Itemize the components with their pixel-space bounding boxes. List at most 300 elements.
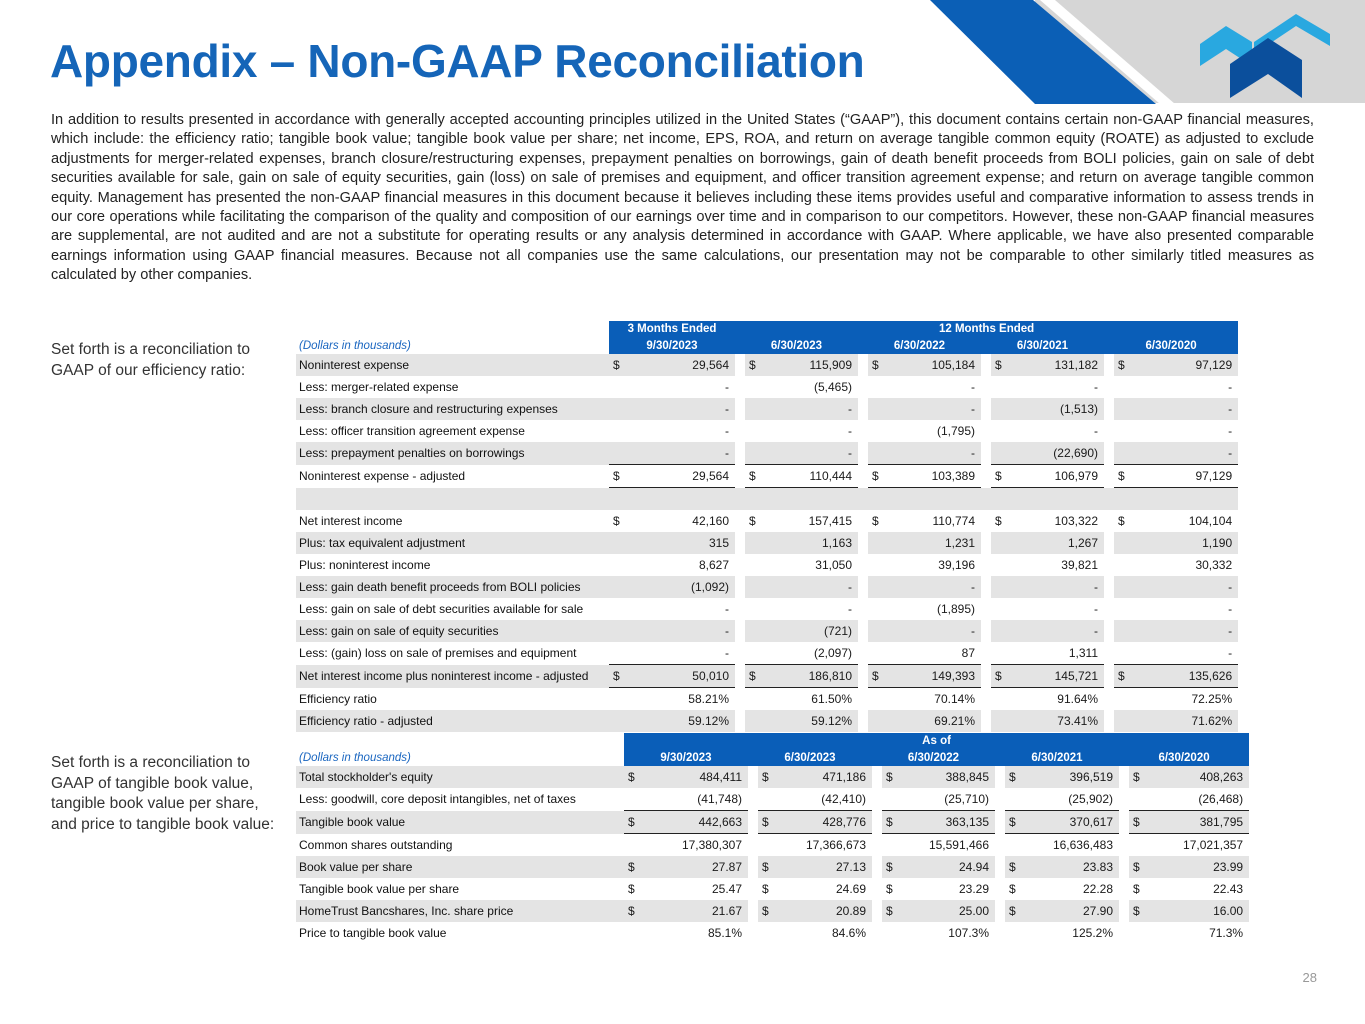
dollar-sign: $: [745, 465, 761, 488]
table-row: [296, 642, 1238, 665]
period-header: 6/30/2023: [748, 749, 872, 766]
dollar-sign: [991, 376, 1007, 398]
value-cell: 110,444: [761, 465, 858, 488]
value-cell: (26,468): [1145, 788, 1249, 811]
dollar-sign: [1114, 710, 1130, 732]
column-gap: [1104, 420, 1114, 442]
value-cell: -: [884, 398, 981, 420]
column-gap: [995, 922, 1005, 944]
dollar-sign: [624, 788, 640, 811]
dollar-sign: [868, 598, 884, 620]
dollar-sign: [868, 554, 884, 576]
dollar-sign: [991, 642, 1007, 665]
table-row: [296, 766, 1249, 788]
column-gap: [995, 834, 1005, 857]
column-gap: [748, 878, 758, 900]
column-gap: [1119, 900, 1129, 922]
column-gap: [1104, 376, 1114, 398]
row-label: Less: prepayment penalties on borrowings: [296, 442, 609, 465]
value-cell: 471,186: [774, 766, 872, 788]
value-cell: 70.14%: [934, 692, 975, 706]
row-label: Less: officer transition agreement expense: [299, 424, 525, 438]
dollar-sign: $: [624, 766, 640, 788]
value-cell: 104,104: [1188, 514, 1233, 528]
column-gap: [1119, 878, 1129, 900]
row-label: Noninterest expense: [296, 354, 609, 376]
value-cell: (25,710): [898, 788, 995, 811]
dollar-sign: [868, 620, 884, 642]
group-header-3-months: 3 Months Ended: [609, 321, 735, 337]
dollar-sign: [868, 642, 884, 665]
column-gap: [858, 576, 868, 598]
value-cell: 1,267: [1007, 532, 1104, 554]
dollar-sign: [758, 922, 774, 944]
value-cell: -: [1007, 620, 1104, 642]
dollar-sign: [1005, 922, 1021, 944]
dollar-sign: [745, 576, 761, 598]
dollar-sign: [745, 376, 761, 398]
column-gap: [981, 420, 991, 442]
value-cell: 15,591,466: [928, 838, 989, 852]
row-label: Efficiency ratio: [299, 691, 377, 706]
dollar-sign: [1114, 420, 1130, 442]
column-gap: [1104, 354, 1114, 376]
dollar-sign: $: [995, 514, 1002, 528]
value-cell: -: [625, 442, 735, 465]
dollar-sign: [609, 642, 625, 665]
dollar-sign: $: [1005, 766, 1021, 788]
column-gap: [995, 856, 1005, 878]
dollar-sign: [1114, 554, 1130, 576]
dollar-sign: $: [1005, 900, 1021, 922]
dollar-sign: $: [745, 354, 761, 376]
table-row: [296, 856, 1249, 878]
dollar-sign: [991, 620, 1007, 642]
column-gap: [981, 376, 991, 398]
value-cell: 17,366,673: [805, 838, 866, 852]
column-gap: [748, 811, 758, 834]
page-number: 28: [1302, 970, 1317, 985]
column-gap: [981, 710, 991, 732]
value-cell: (1,895): [936, 602, 975, 616]
units-note: (Dollars in thousands): [299, 751, 411, 764]
dollar-sign: [609, 688, 625, 711]
value-cell: (25,902): [1021, 788, 1119, 811]
value-cell: 22.43: [1213, 882, 1244, 896]
group-header-as-of: As of: [624, 733, 1249, 749]
row-label: Tangible book value per share: [299, 882, 460, 896]
column-gap: [1104, 576, 1114, 598]
value-cell: 1,231: [884, 532, 981, 554]
column-gap: [1104, 532, 1114, 554]
value-cell: -: [1130, 398, 1238, 420]
column-gap: [872, 878, 882, 900]
dollar-sign: [882, 788, 898, 811]
dollar-sign: $: [624, 856, 640, 878]
column-gap: [1104, 688, 1114, 711]
dollar-sign: $: [758, 900, 774, 922]
dollar-sign: $: [868, 665, 884, 688]
dollar-sign: [991, 442, 1007, 465]
column-gap: [981, 665, 991, 688]
column-gap: [1119, 856, 1129, 878]
dollar-sign: [624, 834, 640, 857]
column-gap: [995, 878, 1005, 900]
intro-paragraph: In addition to results presented in accordance with generally accepted accounting principles utilized in the United States (“GAAP”), this document contains certain non-GAAP financial measures, which include: the efficiency ratio; tangible book value; tangible book value per share; net income, EPS, ROA, and return on average tangible common equity (ROATE) as adjusted to exclude adjustments for merger-related expenses, branch closure/restructuring expenses, prepayment penalties on borrowings, gain of death benefit proceeds from BOLI policies, gain on sale of debt securities available for sale, gain on sale of equity securities, gain (loss) on sale of premises and equipment, and officer transition agreement expense; and return on average tangible common equity. Management has presented the non-GAAP financial measures in this document because it believes including these items provides useful and comparative information to assess trends in our core operations while facilitating the comparison of the quality and composition of our earnings over time and in comparison to our competitors. However, these non-GAAP financial measures are supplemental, are not audited and are not a substitute for operating results or any analysis determined in accordance with GAAP. Where applicable, we have also presented comparable earnings information using GAAP financial measures. Because not all companies use the same calculations, our presentation may not be comparable to other similarly titled measures as calculated by other companies.: [51, 112, 1314, 284]
dollar-sign: [745, 710, 761, 732]
value-cell: 428,776: [774, 811, 872, 834]
column-gap: [735, 688, 745, 711]
value-cell: 149,393: [884, 665, 981, 688]
table-row: [296, 665, 1238, 688]
value-cell: 16,636,483: [1052, 838, 1113, 852]
period-header: 6/30/2021: [981, 337, 1104, 354]
dollar-sign: [609, 442, 625, 465]
dollar-sign: [609, 554, 625, 576]
value-cell: 103,389: [884, 465, 981, 488]
column-gap: [858, 598, 868, 620]
table-row: [296, 878, 1249, 900]
value-cell: 91.64%: [1057, 692, 1098, 706]
value-cell: -: [725, 424, 729, 438]
column-gap: [735, 465, 745, 488]
value-cell: 125.2%: [1072, 926, 1113, 940]
dollar-sign: $: [609, 465, 625, 488]
value-cell: 157,415: [808, 514, 852, 528]
value-cell: 69.21%: [884, 710, 981, 732]
dollar-sign: [1114, 532, 1130, 554]
column-gap: [858, 665, 868, 688]
value-cell: 135,626: [1130, 665, 1238, 688]
value-cell: -: [625, 620, 735, 642]
dollar-sign: $: [882, 856, 898, 878]
page-title: Appendix – Non-GAAP Reconciliation: [50, 35, 865, 87]
dollar-sign: $: [749, 514, 756, 528]
value-cell: 315: [625, 532, 735, 554]
column-gap: [1119, 922, 1129, 944]
value-cell: 23.29: [958, 882, 989, 896]
efficiency-ratio-table: [296, 321, 1238, 732]
header-spacer: [296, 321, 609, 337]
dollar-sign: [758, 834, 774, 857]
value-cell: 73.41%: [1007, 710, 1104, 732]
dollar-sign: $: [1118, 514, 1125, 528]
dollar-sign: [609, 576, 625, 598]
tangible-side-note: Set forth is a reconciliation to GAAP of tangible book value, tangible book value per share, and price to tangible book value:: [51, 754, 275, 833]
value-cell: 16.00: [1145, 900, 1249, 922]
column-gap: [735, 442, 745, 465]
dollar-sign: $: [624, 811, 640, 834]
value-cell: 442,663: [640, 811, 748, 834]
column-gap: [981, 510, 991, 532]
column-gap: [748, 788, 758, 811]
value-cell: (721): [761, 620, 858, 642]
column-gap: [735, 620, 745, 642]
dollar-sign: $: [1129, 900, 1145, 922]
value-cell: 71.62%: [1130, 710, 1238, 732]
value-cell: 370,617: [1021, 811, 1119, 834]
column-gap: [872, 856, 882, 878]
hometrust-logo-icon: [1196, 4, 1334, 98]
column-gap: [1104, 642, 1114, 665]
column-gap: [1104, 554, 1114, 576]
table-row: [296, 532, 1238, 554]
column-gap: [995, 788, 1005, 811]
value-cell: 388,845: [898, 766, 995, 788]
value-cell: -: [884, 620, 981, 642]
table-row: [296, 598, 1238, 620]
dollar-sign: $: [758, 856, 774, 878]
dollar-sign: [991, 398, 1007, 420]
column-gap: [858, 465, 868, 488]
dollar-sign: $: [609, 354, 625, 376]
row-label: Efficiency ratio - adjusted: [296, 710, 609, 732]
value-cell: (42,410): [774, 788, 872, 811]
dollar-sign: $: [613, 514, 620, 528]
column-gap: [735, 665, 745, 688]
value-cell: 97,129: [1130, 465, 1238, 488]
value-cell: -: [1228, 424, 1233, 438]
value-cell: (1,513): [1007, 398, 1104, 420]
value-cell: -: [761, 398, 858, 420]
dollar-sign: $: [628, 882, 635, 896]
row-label: Plus: tax equivalent adjustment: [296, 532, 609, 554]
value-cell: 21.67: [640, 900, 748, 922]
column-gap: [1104, 510, 1114, 532]
dollar-sign: $: [886, 882, 893, 896]
value-cell: (5,465): [813, 380, 852, 394]
dollar-sign: $: [1129, 811, 1145, 834]
value-cell: 1,163: [761, 532, 858, 554]
row-label: Total stockholder's equity: [296, 766, 624, 788]
value-cell: 30,332: [1195, 558, 1233, 572]
value-cell: (41,748): [640, 788, 748, 811]
value-cell: 25.00: [898, 900, 995, 922]
column-gap: [981, 688, 991, 711]
dollar-sign: [868, 398, 884, 420]
dollar-sign: [758, 788, 774, 811]
table-row: [296, 688, 1238, 711]
value-cell: -: [971, 380, 975, 394]
column-gap: [748, 834, 758, 857]
value-cell: 484,411: [640, 766, 748, 788]
value-cell: 8,627: [698, 558, 729, 572]
value-cell: -: [848, 602, 852, 616]
table-row: [296, 465, 1238, 488]
column-gap: [735, 598, 745, 620]
column-gap: [748, 856, 758, 878]
value-cell: 408,263: [1145, 766, 1249, 788]
table-period-header-row: [296, 749, 1249, 766]
value-cell: 17,021,357: [1183, 838, 1244, 852]
value-cell: 58.21%: [688, 692, 729, 706]
value-cell: 59.12%: [761, 710, 858, 732]
dollar-sign: [868, 532, 884, 554]
dollar-sign: [1114, 688, 1130, 711]
value-cell: 1,311: [1007, 642, 1104, 665]
table-row: [296, 834, 1249, 857]
dollar-sign: $: [1009, 882, 1016, 896]
row-label: Less: merger-related expense: [299, 380, 459, 394]
row-label: Less: gain death benefit proceeds from BOLI policies: [296, 576, 609, 598]
value-cell: 381,795: [1145, 811, 1249, 834]
dollar-sign: $: [624, 900, 640, 922]
value-cell: -: [1130, 642, 1238, 665]
value-cell: -: [1094, 380, 1098, 394]
row-label: Net interest income plus noninterest income - adjusted: [296, 665, 609, 688]
dollar-sign: [745, 620, 761, 642]
value-cell: -: [761, 576, 858, 598]
dollar-sign: [1114, 442, 1130, 465]
value-cell: 59.12%: [625, 710, 735, 732]
dollar-sign: [1114, 620, 1130, 642]
dollar-sign: $: [872, 514, 879, 528]
row-label: Less: gain on sale of equity securities: [296, 620, 609, 642]
table-row: [296, 554, 1238, 576]
dollar-sign: $: [1114, 665, 1130, 688]
value-cell: 110,774: [932, 514, 975, 528]
table-spacer-row: [296, 488, 1238, 511]
column-gap: [1104, 710, 1114, 732]
dollar-sign: [609, 710, 625, 732]
column-gap: [858, 688, 868, 711]
value-cell: 145,721: [1007, 665, 1104, 688]
value-cell: 50,010: [625, 665, 735, 688]
dollar-sign: [609, 420, 625, 442]
value-cell: -: [761, 442, 858, 465]
value-cell: 31,050: [815, 558, 852, 572]
dollar-sign: $: [882, 811, 898, 834]
column-gap: [1104, 620, 1114, 642]
table-group-header-row: [296, 321, 1238, 337]
column-gap: [1119, 811, 1129, 834]
column-gap: [1119, 788, 1129, 811]
period-header: 6/30/2022: [858, 337, 981, 354]
row-label: Price to tangible book value: [299, 926, 447, 940]
dollar-sign: [609, 376, 625, 398]
dollar-sign: [1114, 576, 1130, 598]
value-cell: 363,135: [898, 811, 995, 834]
value-cell: -: [1130, 442, 1238, 465]
dollar-sign: [609, 598, 625, 620]
dollar-sign: $: [1133, 882, 1140, 896]
column-gap: [872, 766, 882, 788]
value-cell: -: [1007, 576, 1104, 598]
column-gap: [981, 398, 991, 420]
value-cell: -: [1094, 424, 1098, 438]
column-gap: [872, 811, 882, 834]
table-row: [296, 811, 1249, 834]
column-gap: [858, 354, 868, 376]
dollar-sign: [1114, 598, 1130, 620]
column-gap: [735, 376, 745, 398]
units-note: (Dollars in thousands): [299, 339, 411, 352]
dollar-sign: [1129, 834, 1145, 857]
value-cell: 29,564: [625, 354, 735, 376]
row-label: Book value per share: [296, 856, 624, 878]
table-row: [296, 354, 1238, 376]
dollar-sign: $: [991, 354, 1007, 376]
dollar-sign: [609, 532, 625, 554]
value-cell: (1,795): [936, 424, 975, 438]
column-gap: [858, 376, 868, 398]
value-cell: 23.99: [1145, 856, 1249, 878]
table-row: [296, 788, 1249, 811]
dollar-sign: $: [868, 465, 884, 488]
dollar-sign: [868, 442, 884, 465]
dollar-sign: [1114, 642, 1130, 665]
period-header: 6/30/2022: [872, 749, 995, 766]
dollar-sign: $: [758, 766, 774, 788]
column-gap: [735, 576, 745, 598]
row-label: Less: (gain) loss on sale of premises and equipment: [299, 646, 577, 661]
value-cell: -: [1228, 380, 1233, 394]
row-label: Less: goodwill, core deposit intangibles, net of taxes: [299, 792, 576, 807]
row-label: Tangible book value: [296, 811, 624, 834]
column-gap: [872, 788, 882, 811]
dollar-sign: [609, 398, 625, 420]
column-gap: [858, 554, 868, 576]
column-gap: [981, 532, 991, 554]
table-row: [296, 442, 1238, 465]
value-cell: 72.25%: [1191, 692, 1233, 706]
column-gap: [748, 922, 758, 944]
column-gap: [735, 510, 745, 532]
dollar-sign: [868, 710, 884, 732]
table-group-header-row: [296, 733, 1249, 749]
dollar-sign: [868, 376, 884, 398]
tangible-book-value-table: [296, 733, 1249, 944]
dollar-sign: [868, 688, 884, 711]
column-gap: [872, 922, 882, 944]
value-cell: -: [725, 602, 729, 616]
column-gap: [858, 710, 868, 732]
value-cell: -: [884, 442, 981, 465]
dollar-sign: $: [745, 665, 761, 688]
column-gap: [981, 642, 991, 665]
spacer-cell: [296, 488, 1238, 511]
dollar-sign: [991, 532, 1007, 554]
dollar-sign: [868, 576, 884, 598]
dollar-sign: $: [1129, 766, 1145, 788]
row-label: Less: branch closure and restructuring expenses: [296, 398, 609, 420]
value-cell: 84.6%: [831, 926, 866, 940]
efficiency-side-note: Set forth is a reconciliation to GAAP of our efficiency ratio:: [51, 341, 251, 379]
table-row: [296, 510, 1238, 532]
group-header-12-months: 12 Months Ended: [735, 321, 1238, 337]
value-cell: 131,182: [1007, 354, 1104, 376]
table-period-header-row: [296, 337, 1238, 354]
value-cell: (22,690): [1007, 442, 1104, 465]
value-cell: -: [1130, 620, 1238, 642]
dollar-sign: $: [882, 766, 898, 788]
dollar-sign: $: [882, 900, 898, 922]
column-gap: [858, 442, 868, 465]
column-gap: [981, 354, 991, 376]
column-gap: [858, 642, 868, 665]
dollar-sign: $: [762, 882, 769, 896]
period-header: 9/30/2023: [624, 749, 748, 766]
value-cell: -: [625, 398, 735, 420]
table-row: [296, 420, 1238, 442]
value-cell: (1,092): [625, 576, 735, 598]
value-cell: 1,190: [1130, 532, 1238, 554]
value-cell: 107.3%: [948, 926, 989, 940]
table-row: [296, 922, 1249, 944]
value-cell: 24.69: [835, 882, 866, 896]
value-cell: 29,564: [625, 465, 735, 488]
table-row: [296, 620, 1238, 642]
